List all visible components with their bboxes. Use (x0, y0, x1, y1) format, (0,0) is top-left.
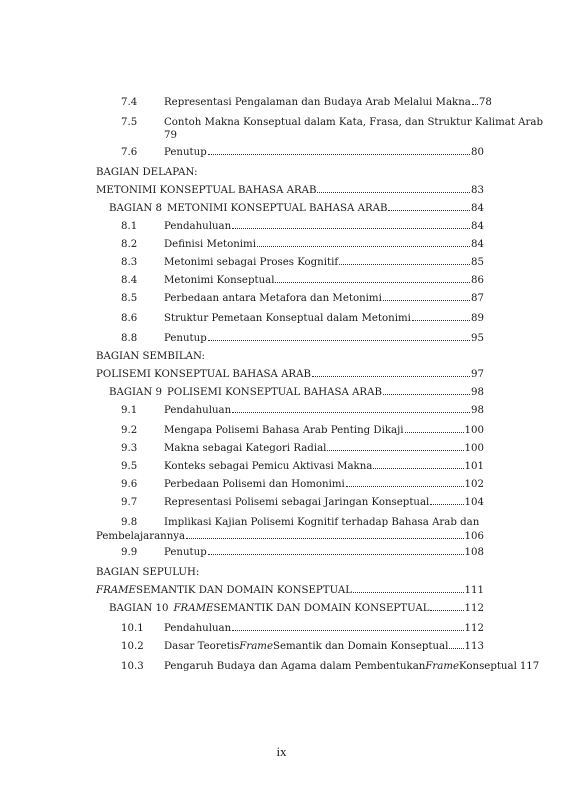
page-number: ix (276, 744, 287, 759)
entry-title-cont: Pembelajarannya (96, 531, 186, 542)
entry-number: 8.1 (121, 221, 138, 232)
entry-title: METONIMI KONSEPTUAL BAHASA ARAB (96, 185, 317, 196)
dot-leader (373, 468, 463, 469)
page-ref: 117 (519, 661, 540, 672)
entry-title: Pendahuluan (164, 221, 232, 232)
page-ref: 95 (471, 333, 484, 344)
chapter-label: BAGIAN 9 (109, 387, 162, 398)
dot-leader (449, 648, 463, 649)
section-heading: BAGIAN SEMBILAN: (96, 351, 205, 362)
entry-number: 8.4 (121, 275, 138, 286)
entry-number: 8.5 (121, 293, 138, 304)
page-ref: 84 (471, 203, 484, 214)
entry-title: Metonimi Konseptual (164, 275, 275, 286)
chapter-label: BAGIAN 10 (109, 603, 169, 614)
entry-number: 10.3 (121, 661, 144, 672)
entry-title: Penutup (164, 333, 207, 344)
entry-title-italic: Frame (239, 641, 273, 652)
dot-leader (405, 432, 464, 433)
page-ref: 112 (464, 603, 484, 614)
page-ref: 106 (464, 531, 484, 542)
entry-title: Perbedaan Polisemi dan Homonimi (164, 479, 345, 490)
page-ref: 84 (471, 221, 484, 232)
entry-number: 8.8 (121, 333, 138, 344)
entry-number: 7.6 (121, 147, 138, 158)
dot-leader (208, 154, 470, 155)
entry-title-italic: FRAME (173, 603, 214, 614)
entry-number: 9.6 (121, 479, 138, 490)
dot-leader (346, 486, 464, 487)
page-ref: 89 (471, 313, 484, 324)
page-ref: 104 (464, 497, 484, 508)
entry-title: Penutup (164, 547, 207, 558)
dot-leader (257, 246, 470, 247)
entry-title: SEMANTIK DAN DOMAIN KONSEPTUAL (135, 585, 352, 596)
entry-title: Dasar Teoretis (164, 641, 240, 652)
page-ref: 113 (464, 641, 484, 652)
entry-number: 9.9 (121, 547, 138, 558)
section-heading: BAGIAN SEPULUH: (96, 567, 200, 578)
entry-title-cont: Semantik dan Domain Konseptual (273, 641, 449, 652)
page-ref: 101 (464, 461, 484, 472)
dot-leader (232, 630, 463, 631)
dot-leader (275, 282, 470, 283)
page-ref: 111 (464, 585, 484, 596)
dot-leader (208, 554, 464, 555)
entry-title: Definisi Metonimi (164, 239, 256, 250)
entry-number: 7.4 (121, 97, 138, 108)
dot-leader (208, 340, 470, 341)
dot-leader (312, 376, 470, 377)
dot-leader (317, 192, 470, 193)
entry-number: 10.1 (121, 623, 144, 634)
entry-title: Perbedaan antara Metafora dan Metonimi (164, 293, 382, 304)
entry-title: Makna sebagai Kategori Radial (164, 443, 327, 454)
entry-title: Pendahuluan (164, 623, 232, 634)
entry-title: Konteks sebagai Pemicu Aktivasi Makna (164, 461, 373, 472)
entry-number: 9.3 (121, 443, 138, 454)
entry-number: 8.6 (121, 313, 138, 324)
dot-leader (412, 320, 470, 321)
page-ref: 102 (464, 479, 484, 490)
entry-title: Representasi Polisemi sebagai Jaringan Konseptual (164, 497, 430, 508)
dot-leader (327, 450, 463, 451)
page-ref: 80 (471, 147, 484, 158)
entry-title-cont: Konseptual (459, 661, 517, 672)
entry-title: POLISEMI KONSEPTUAL BAHASA ARAB (96, 369, 311, 380)
dot-leader (430, 610, 463, 611)
dot-leader (232, 412, 470, 413)
section-heading: BAGIAN DELAPAN: (96, 167, 198, 178)
entry-title: METONIMI KONSEPTUAL BAHASA ARAB (167, 203, 388, 214)
entry-title-italic: Frame (425, 661, 460, 672)
page-ref: 85 (471, 257, 484, 268)
dot-leader (383, 394, 470, 395)
dot-leader (353, 592, 464, 593)
chapter-label: BAGIAN 8 (109, 203, 162, 214)
entry-number: 8.2 (121, 239, 138, 250)
page-ref: 98 (471, 405, 484, 416)
entry-number: 9.8 (121, 517, 138, 528)
dot-leader (339, 264, 470, 265)
dot-leader (388, 210, 470, 211)
page-ref: 100 (464, 425, 484, 436)
entry-title: Pendahuluan (164, 405, 232, 416)
entry-title-italic: FRAME (96, 585, 136, 596)
dot-leader (186, 538, 463, 539)
page-ref: 83 (471, 185, 484, 196)
page-ref: 98 (471, 387, 484, 398)
dot-leader (472, 104, 478, 105)
entry-title: Metonimi sebagai Proses Kognitif (164, 257, 339, 268)
dot-leader (383, 300, 470, 301)
page-ref: 108 (464, 547, 484, 558)
dot-leader (232, 228, 470, 229)
entry-title: Implikasi Kajian Polisemi Kognitif terhadap Bahasa Arab dan (164, 517, 480, 528)
page-ref: 79 (164, 130, 177, 141)
entry-title: Contoh Makna Konseptual dalam Kata, Frasa, dan Struktur Kalimat Arab (164, 117, 543, 128)
entry-title: Pengaruh Budaya dan Agama dalam Pembentukan (164, 661, 426, 672)
dot-leader (430, 504, 463, 505)
entry-title: Penutup (164, 147, 207, 158)
entry-number: 9.7 (121, 497, 138, 508)
page-ref: 87 (471, 293, 484, 304)
page-ref: 97 (471, 369, 484, 380)
entry-title: Representasi Pengalaman dan Budaya Arab Melalui Makna (164, 97, 471, 108)
page-ref: 86 (471, 275, 484, 286)
entry-number: 7.5 (121, 117, 138, 128)
entry-number: 9.1 (121, 405, 138, 416)
entry-title: POLISEMI KONSEPTUAL BAHASA ARAB (167, 387, 382, 398)
page-ref: 112 (464, 623, 484, 634)
entry-title: Struktur Pemetaan Konseptual dalam Metonimi (164, 313, 411, 324)
entry-number: 9.2 (121, 425, 138, 436)
entry-number: 9.5 (121, 461, 138, 472)
page-ref: 78 (478, 97, 492, 108)
entry-number: 8.3 (121, 257, 138, 268)
entry-number: 10.2 (121, 641, 144, 652)
page-ref: 100 (464, 443, 484, 454)
entry-title: SEMANTIK DAN DOMAIN KONSEPTUAL (213, 603, 430, 614)
entry-title: Mengapa Polisemi Bahasa Arab Penting Dikaji (164, 425, 404, 436)
page-ref: 84 (471, 239, 484, 250)
